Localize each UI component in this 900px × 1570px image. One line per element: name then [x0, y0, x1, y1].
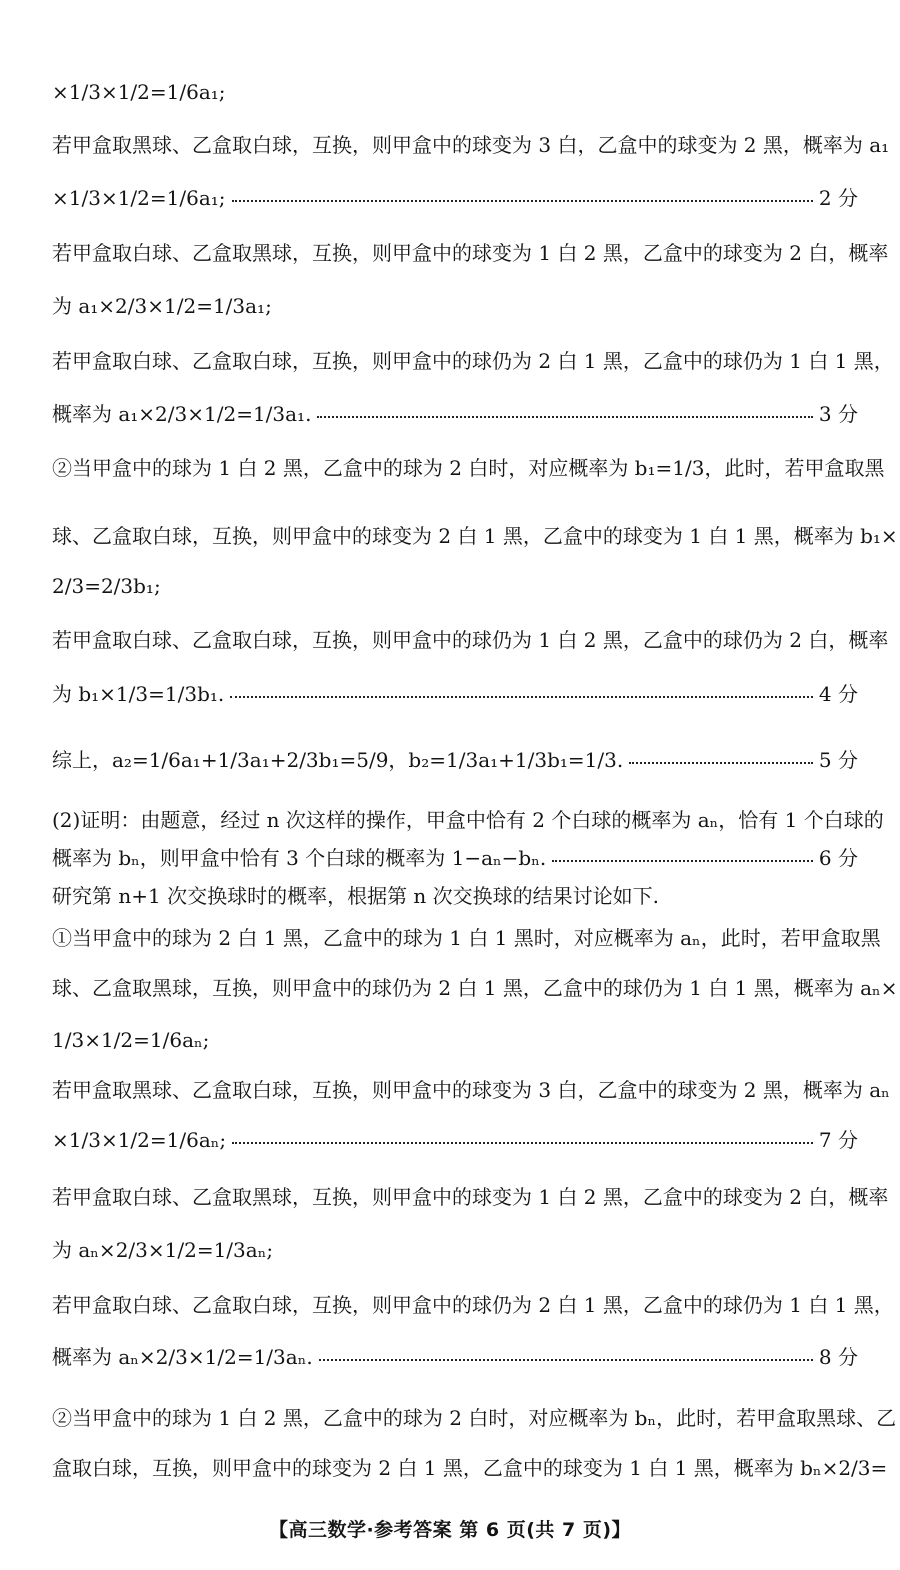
text-line: [52, 750, 858, 770]
score-label: 4 分: [818, 682, 858, 706]
line-text: 2/3=2/3b₁;: [52, 574, 161, 598]
text-line: [52, 1240, 858, 1260]
line-text: ①当甲盒中的球为 2 白 1 黑，乙盒中的球为 1 白 1 黑时，对应概率为 aₙ，此时，若甲盒取黑: [52, 926, 881, 950]
line-text: 概率为 aₙ×2/3×1/2=1/3aₙ.: [52, 1345, 313, 1369]
line-text: ×1/3×1/2=1/6a₁;: [52, 186, 226, 210]
text-line: [52, 456, 885, 480]
line-text: 若甲盒取黑球、乙盒取白球，互换，则甲盒中的球变为 3 白，乙盒中的球变为 2 黑，概率为 aₙ: [52, 1078, 890, 1102]
text-line: [52, 1185, 889, 1209]
score-label: 3 分: [818, 402, 858, 426]
dot-leader: [232, 1142, 813, 1144]
score-label: 2 分: [818, 186, 858, 210]
text-line: [52, 576, 858, 596]
dot-leader: [552, 860, 813, 862]
text-line: [52, 296, 858, 316]
text-line: [52, 1130, 858, 1150]
line-text: (2)证明：由题意，经过 n 次这样的操作，甲盒中恰有 2 个白球的概率为 aₙ，恰有 1 个白球的: [52, 808, 884, 832]
line-text: 研究第 n+1 次交换球时的概率，根据第 n 次交换球的结果讨论如下.: [52, 884, 660, 908]
line-text: 为 aₙ×2/3×1/2=1/3aₙ;: [52, 1238, 274, 1262]
score-label: 6 分: [818, 846, 858, 870]
text-line: [52, 926, 881, 950]
line-text: 为 a₁×2/3×1/2=1/3a₁;: [52, 294, 272, 318]
line-text: ×1/3×1/2=1/6a₁;: [52, 80, 226, 104]
dot-leader: [230, 696, 813, 698]
line-text: 若甲盒取白球、乙盒取黑球，互换，则甲盒中的球变为 1 白 2 黑，乙盒中的球变为 2 白，概率: [52, 1185, 889, 1209]
line-text: 若甲盒取白球、乙盒取白球，互换，则甲盒中的球仍为 2 白 1 黑，乙盒中的球仍为 1 白 1 黑，: [52, 349, 894, 373]
text-line: [52, 848, 858, 868]
text-line: [52, 404, 858, 424]
line-text: ②当甲盒中的球为 1 白 2 黑，乙盒中的球为 2 白时，对应概率为 b₁=1/3，此时，若甲盒取黑: [52, 456, 885, 480]
text-line: [52, 808, 884, 832]
line-text: 综上，a₂=1/6a₁+1/3a₁+2/3b₁=5/9，b₂=1/3a₁+1/3b₁=1/3.: [52, 748, 624, 772]
text-line: [52, 133, 890, 157]
text-line: [52, 976, 898, 1000]
line-text: ②当甲盒中的球为 1 白 2 黑，乙盒中的球为 2 白时，对应概率为 bₙ，此时，若甲盒取黑球、乙: [52, 1406, 897, 1430]
line-text: ×1/3×1/2=1/6aₙ;: [52, 1128, 227, 1152]
text-line: [52, 886, 858, 906]
text-line: [52, 349, 894, 373]
line-text: 若甲盒取白球、乙盒取黑球，互换，则甲盒中的球变为 1 白 2 黑，乙盒中的球变为 2 白，概率: [52, 241, 889, 265]
dot-leader: [629, 762, 813, 764]
text-line: [52, 1078, 890, 1102]
line-text: 为 b₁×1/3=1/3b₁.: [52, 682, 225, 706]
text-line: [52, 241, 889, 265]
text-line: [52, 628, 889, 652]
line-text: 1/3×1/2=1/6aₙ;: [52, 1028, 210, 1052]
line-text: 若甲盒取黑球、乙盒取白球，互换，则甲盒中的球变为 3 白，乙盒中的球变为 2 黑，概率为 a₁: [52, 133, 890, 157]
dot-leader: [319, 1359, 813, 1361]
text-line: [52, 1030, 858, 1050]
text-line: [52, 188, 858, 208]
text-line: [52, 684, 858, 704]
score-label: 7 分: [818, 1128, 858, 1152]
text-line: [52, 1406, 897, 1430]
page-footer: 【高三数学·参考答案 第 6 页(共 7 页)】: [268, 1519, 632, 1541]
line-text: 球、乙盒取黑球，互换，则甲盒中的球仍为 2 白 1 黑，乙盒中的球仍为 1 白 1 黑，概率为 aₙ×: [52, 976, 898, 1000]
line-text: 概率为 a₁×2/3×1/2=1/3a₁.: [52, 402, 312, 426]
text-line: [52, 1456, 888, 1480]
text-line: [52, 82, 858, 102]
line-text: 若甲盒取白球、乙盒取白球，互换，则甲盒中的球仍为 1 白 2 黑，乙盒中的球仍为 2 白，概率: [52, 628, 889, 652]
score-label: 5 分: [818, 748, 858, 772]
text-line: [52, 1347, 858, 1367]
line-text: 概率为 bₙ，则甲盒中恰有 3 个白球的概率为 1−aₙ−bₙ.: [52, 846, 547, 870]
line-text: 若甲盒取白球、乙盒取白球，互换，则甲盒中的球仍为 2 白 1 黑，乙盒中的球仍为 1 白 1 黑，: [52, 1293, 894, 1317]
dot-leader: [232, 200, 813, 202]
line-text: 盒取白球，互换，则甲盒中的球变为 2 白 1 黑，乙盒中的球变为 1 白 1 黑，概率为 bₙ×2/3=: [52, 1456, 888, 1480]
dot-leader: [317, 416, 812, 418]
text-line: [52, 524, 898, 548]
text-line: [52, 1293, 894, 1317]
score-label: 8 分: [818, 1345, 858, 1369]
line-text: 球、乙盒取白球，互换，则甲盒中的球变为 2 白 1 黑，乙盒中的球变为 1 白 1 黑，概率为 b₁×: [52, 524, 898, 548]
